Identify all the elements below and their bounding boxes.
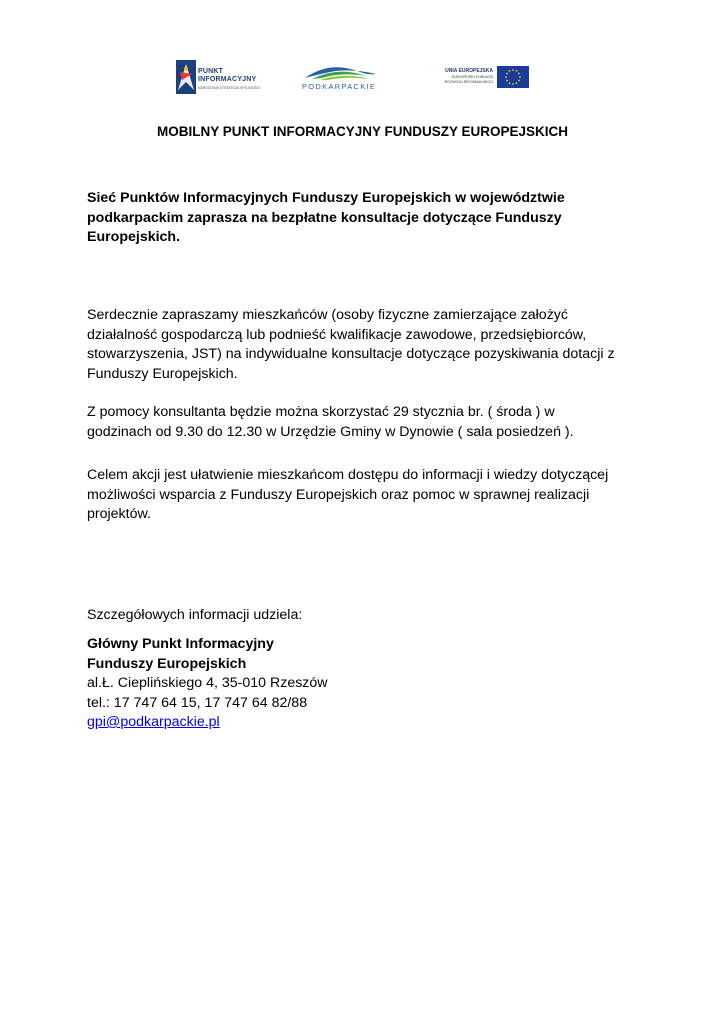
contact-email-link[interactable]: gpi@podkarpackie.pl <box>87 714 220 730</box>
punkt-informacyjny-text-1: PUNKT <box>198 68 224 75</box>
eu-text-1: UNIA EUROPEJSKA <box>445 68 493 74</box>
eu-stars-icon <box>497 66 529 88</box>
eu-text-3: ROZWOJU REGIONALNEGO <box>444 80 493 84</box>
lead-line: Europejskich. <box>87 229 181 245</box>
contact-block <box>87 635 328 733</box>
podkarpackie-hills-icon <box>300 62 380 82</box>
eu-logo <box>433 64 533 92</box>
paragraph-line: Serdecznie zapraszamy mieszkańców (osoby fizyczne zamierzające założyć <box>87 307 568 323</box>
paragraph-line: godzinach od 9.30 do 12.30 w Urzędzie Gminy w Dynowie ( sala posiedzeń ). <box>87 423 574 440</box>
paragraph-line: projektów. <box>87 506 151 522</box>
invitation-paragraph <box>87 306 647 384</box>
eu-flag-icon <box>497 66 529 88</box>
document-title: MOBILNY PUNKT INFORMACYJNY FUNDUSZY EUROPEJSKICH <box>156 124 569 139</box>
punkt-informacyjny-logo <box>176 60 276 94</box>
podkarpackie-text: PODKARPACKIE <box>302 82 377 91</box>
contact-org-line-2: Funduszy Europejskich <box>87 655 247 672</box>
punkt-informacyjny-subtitle: NARODOWA STRATEGIA SPÓJNOŚCI <box>198 86 261 90</box>
schedule-paragraph <box>87 403 647 442</box>
paragraph-line: możliwości wsparcia z Funduszy Europejskich oraz pomoc w sprawnej realizacji <box>87 486 590 503</box>
paragraph-line: Funduszy Europejskich. <box>87 365 238 382</box>
contact-address: al.Ł. Cieplińskiego 4, 35-010 Rzeszów <box>87 675 328 691</box>
paragraph-line: Z pomocy konsultanta będzie można skorzystać 29 stycznia br. ( środa ) w <box>87 404 555 420</box>
logo-bar <box>0 56 725 96</box>
contact-org-line-1: Główny Punkt Informacyjny <box>87 636 274 652</box>
eu-text-2: EUROPEJSKI FUNDUSZ <box>452 75 493 79</box>
lead-line: Sieć Punktów Informacyjnych Funduszy Europejskich w województwie <box>87 190 565 206</box>
purpose-paragraph <box>87 466 647 525</box>
lead-paragraph <box>87 189 647 248</box>
paragraph-line: Celem akcji jest ułatwienie mieszkańcom dostępu do informacji i wiedzy dotyczącej <box>87 467 609 483</box>
contact-phone: tel.: 17 747 64 15, 17 747 64 82/88 <box>87 694 308 711</box>
paragraph-line: działalność gospodarczą lub podnieść kwalifikacje zawodowe, przedsiębiorców, <box>87 326 587 343</box>
punkt-informacyjny-emblem-icon <box>176 60 196 94</box>
punkt-informacyjny-text-2: INFORMACYJNY <box>198 76 257 83</box>
paragraph-line: stowarzyszenia, JST) na indywidualne konsultacje dotyczące pozyskiwania dotacji z <box>87 346 615 362</box>
podkarpackie-logo <box>300 62 382 96</box>
info-label: Szczegółowych informacji udziela: <box>87 607 303 623</box>
lead-line: podkarpackim zaprasza na bezpłatne konsultacje dotyczące Funduszy <box>87 209 562 226</box>
